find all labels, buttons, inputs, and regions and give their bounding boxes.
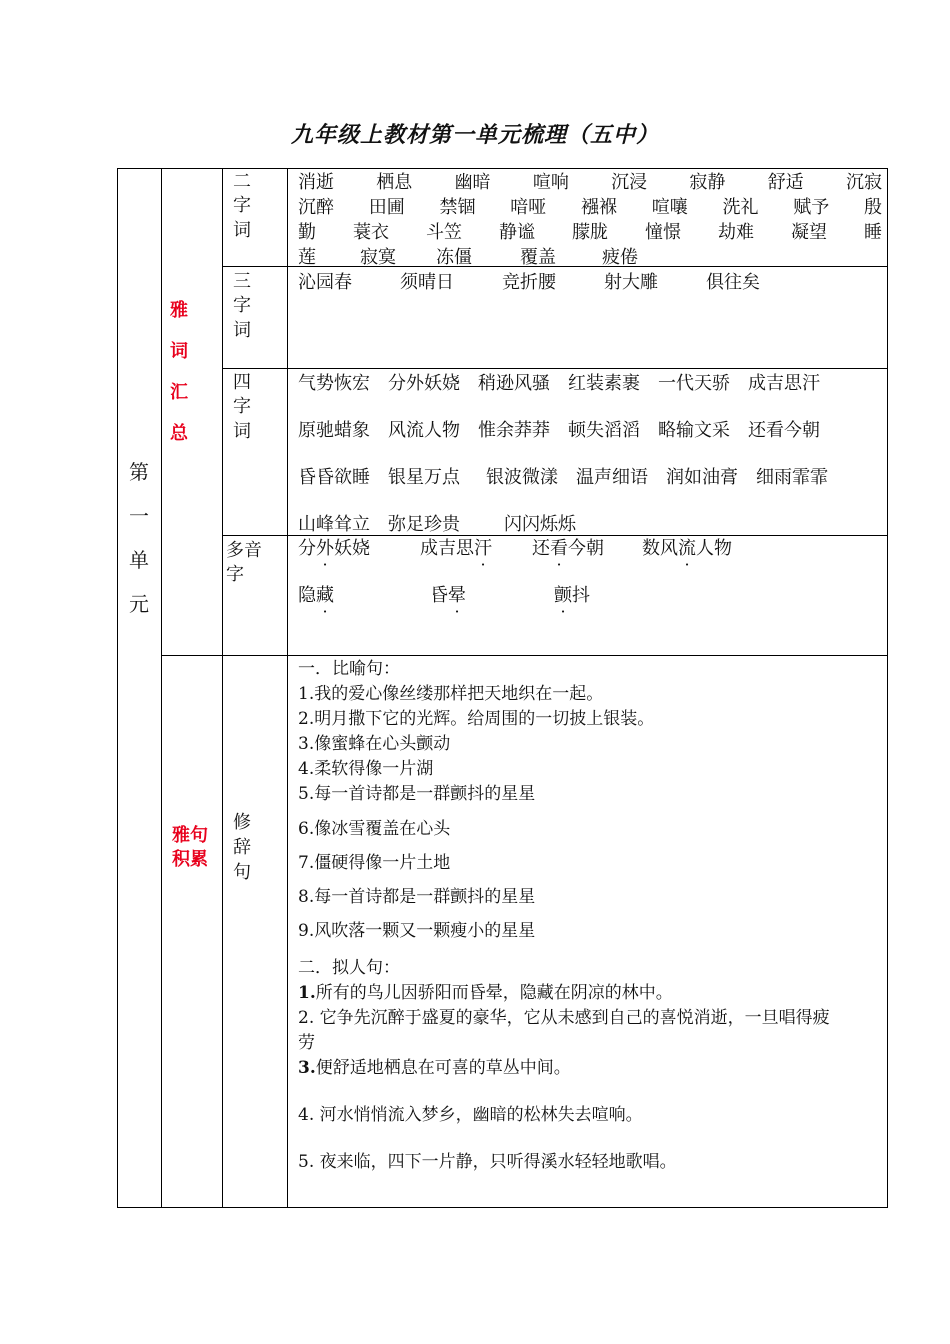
word-row: 气势恢宏 分外妖娆 稍逊风骚 红装素裹 一代天骄 成吉思汗 [298, 373, 820, 394]
list-item-continued: 劳 [298, 1033, 315, 1053]
word-row: 分外妖娆 成吉思汗 还看今朝 数风流人物 [298, 538, 732, 559]
section-sentences-label: 雅句 积累 [172, 825, 208, 870]
list-item: 8.每一首诗都是一群颤抖的星星 [298, 887, 536, 907]
list-item: 3.像蜜蜂在心头颤动 [298, 734, 451, 754]
word-row: 昏昏欲睡 银星万点 银波微漾 温声细语 润如油膏 细雨霏霏 [298, 467, 828, 488]
three-char-words [298, 270, 882, 295]
category-four-char: 四 字 词 [233, 372, 251, 442]
document-title: 九年级上教材第一单元梳理（五中） [290, 122, 659, 148]
list-item: 4.柔软得像一片湖 [298, 759, 434, 779]
list-item: 9.风吹落一颗又一颗瘦小的星星 [298, 921, 536, 941]
word-row: 山峰耸立 弥足珍贵 闪闪烁烁 [298, 514, 576, 535]
word-row: 原驰蜡象 风流人物 惟余莽莽 顿失滔滔 略输文采 还看今朝 [298, 420, 820, 441]
word-row: 莲 寂寞 冻僵 覆盖 疲倦 [298, 247, 638, 268]
word-row: 勤 蓑衣 斗笠 静谧 朦胧 憧憬 劫难 凝望 睡 [298, 222, 882, 243]
category-three-char: 三 字 词 [233, 271, 251, 341]
section-vocabulary-label: 雅 词 汇 总 [170, 300, 188, 444]
two-char-words [298, 170, 882, 270]
unit-label: 第 一 单 元 [129, 460, 149, 616]
metaphor-heading: 一．比喻句： [298, 659, 400, 679]
list-item: 5. 夜来临，四下一片静，只听得溪水轻轻地歌唱。 [298, 1152, 677, 1172]
list-item: 2. 它争先沉醉于盛夏的豪华，它从未感到自己的喜悦消逝，一旦唱得疲 [298, 1008, 830, 1028]
personify-heading: 二．拟人句： [298, 958, 400, 978]
list-item: 5.每一首诗都是一群颤抖的星星 [298, 784, 536, 804]
polyphonic-words [298, 536, 882, 630]
word-row: 沁园春 须晴日 竞折腰 射大雕 俱往矣 [298, 272, 760, 293]
word-row: 隐藏 昏晕 颤抖 [298, 585, 590, 606]
list-item: 1.所有的鸟儿因骄阳而昏晕，隐藏在阴凉的林中。 [298, 983, 673, 1003]
list-item: 7.僵硬得像一片土地 [298, 853, 451, 873]
list-item: 1.我的爱心像丝缕那样把天地织在一起。 [298, 684, 604, 704]
four-char-words [298, 371, 882, 559]
word-row: 消逝 栖息 幽暗 喧响 沉浸 寂静 舒适 沉寂 [298, 172, 882, 193]
category-two-char: 二 字 词 [233, 171, 251, 241]
word-row: 沉醉 田圃 禁锢 喑哑 襁褓 喧嚷 洗礼 赋予 殷 [298, 197, 882, 218]
list-item: 6.像冰雪覆盖在心头 [298, 819, 451, 839]
category-rhetoric: 修 辞 句 [233, 812, 251, 884]
list-item: 3.便舒适地栖息在可喜的草丛中间。 [298, 1058, 571, 1078]
list-item: 2.明月撒下它的光辉。给周围的一切披上银装。 [298, 709, 655, 729]
rhetoric-sentences [298, 657, 884, 1175]
list-item: 4. 河水悄悄流入梦乡，幽暗的松林失去喧响。 [298, 1105, 643, 1125]
category-polyphonic: 多音 字 [226, 540, 262, 586]
